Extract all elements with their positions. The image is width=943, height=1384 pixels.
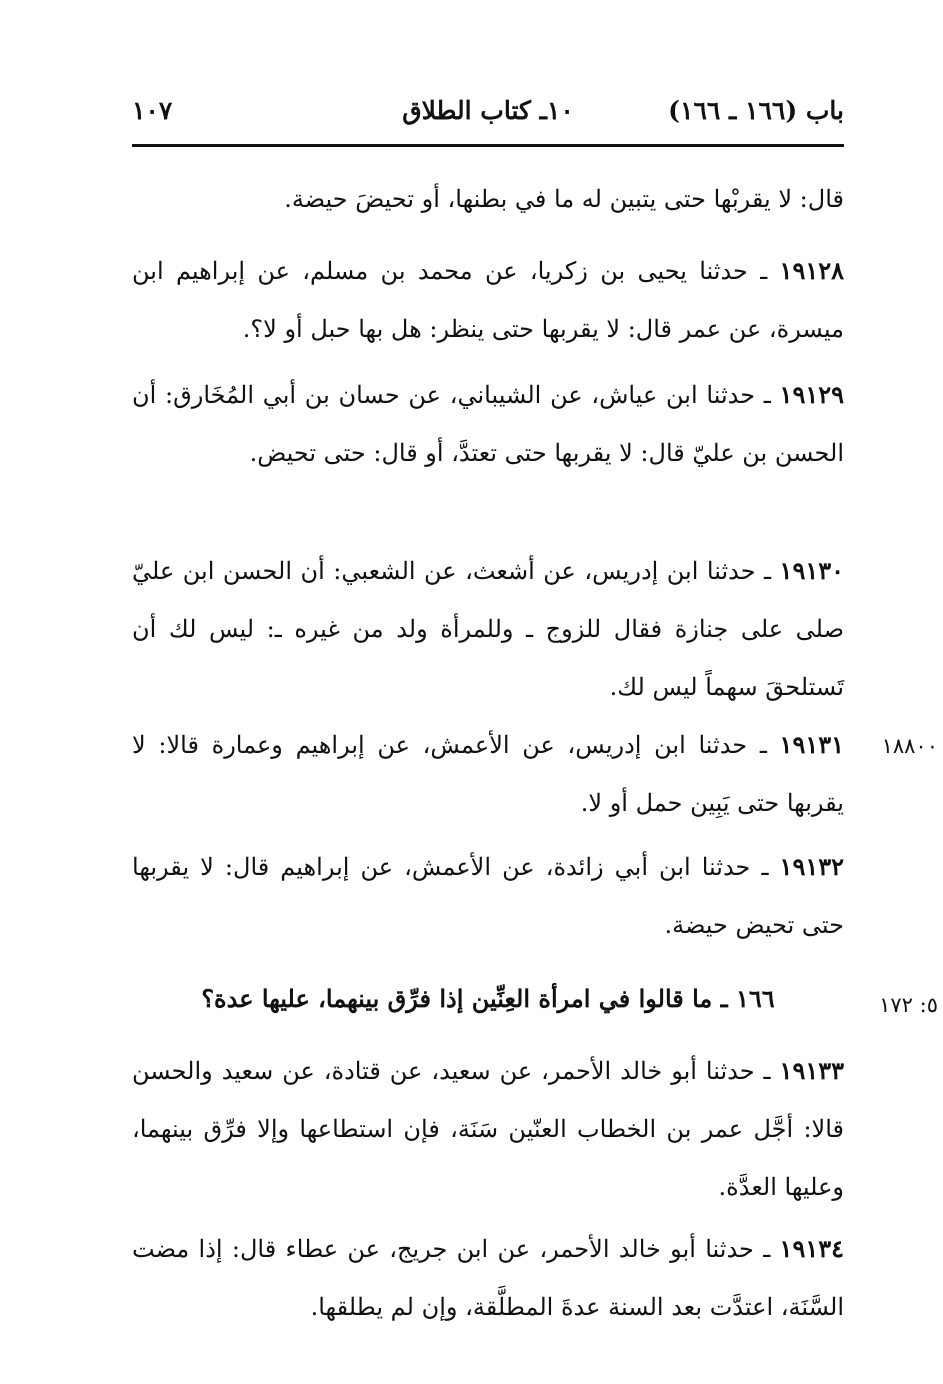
hadith-number: ١٩١٣٣ [779, 1056, 844, 1085]
hadith-paragraph [132, 716, 844, 832]
hadith-paragraph [132, 1042, 844, 1216]
hadith-number: ١٩١٣٠ [779, 556, 844, 585]
paragraph-text: قال: لا يقربْها حتى يتبين له ما في بطنها، أو تحيضَ حيضة. [284, 185, 844, 213]
hadith-text: ـ حدثنا ابن أبي زائدة، عن الأعمش، عن إبراهيم قال: لا يقربها حتى تحيض حيضة. [132, 853, 844, 939]
hadith-text: ـ حدثنا أبو خالد الأحمر، عن ابن جريج، عن عطاء قال: إذا مضت السَّنَة، اعتدَّت بعد السنة عدةَ المطلَّقة، وإن لم يطلقها. [132, 1235, 844, 1321]
hadith-paragraph [132, 542, 844, 716]
header-divider [132, 144, 844, 147]
hadith-text: ـ حدثنا يحيى بن زكريا، عن محمد بن مسلم، عن إبراهيم ابن ميسرة، عن عمر قال: لا يقربها حتى ينظر: هل بها حبل أو لا؟. [132, 257, 844, 343]
hadith-text: ـ حدثنا ابن عياش، عن الشيباني، عن حسان بن أبي المُخَارق: أن الحسن بن عليّ قال: لا يقربها حتى تعتدَّ، أو قال: حتى تحيض. [132, 381, 844, 467]
hadith-text: ـ حدثنا أبو خالد الأحمر، عن سعيد، عن قتادة، عن سعيد والحسن قالا: أجَّل عمر بن الخطاب العنّين سَنَة، فإن استطاعها وإلا فرِّق بينهما، وعليها العدَّة. [132, 1057, 844, 1201]
page-number: ١٠٧ [132, 96, 173, 125]
hadith-text: ـ حدثنا ابن إدريس، عن أشعث، عن الشعبي: أن الحسن ابن عليّ صلى على جنازة فقال للزوج ـ وللمرأة ولد من غيره ـ: ليس لك أن تَستلحقَ سهماً ليس لك. [132, 557, 844, 701]
margin-reference: ٥: ١٧٢ [879, 993, 938, 1017]
paragraph-continuation [132, 170, 844, 228]
hadith-number: ١٩١٢٨ [779, 256, 844, 285]
hadith-paragraph [132, 366, 844, 482]
hadith-paragraph [132, 1220, 844, 1336]
hadith-number: ١٩١٢٩ [779, 380, 844, 409]
margin-reference: ١٨٨٠٠ [881, 734, 938, 758]
running-header [132, 96, 844, 136]
section-heading: ١٦٦ ـ ما قالوا في امرأة العِنِّين إذا فرِّق بينهما، عليها عدة؟ [201, 984, 775, 1013]
hadith-number: ١٩١٣٢ [779, 852, 844, 881]
chapter-range: باب (١٦٦ ـ ١٦٦) [668, 96, 844, 125]
hadith-paragraph [132, 242, 844, 358]
hadith-number: ١٩١٣١ [779, 730, 844, 759]
hadith-text: ـ حدثنا ابن إدريس، عن الأعمش، عن إبراهيم وعمارة قالا: لا يقربها حتى يَبِين حمل أو لا. [132, 731, 844, 817]
hadith-number: ١٩١٣٤ [779, 1234, 844, 1263]
hadith-paragraph [132, 838, 844, 954]
book-title: ١٠ـ كتاب الطلاق [402, 96, 574, 125]
